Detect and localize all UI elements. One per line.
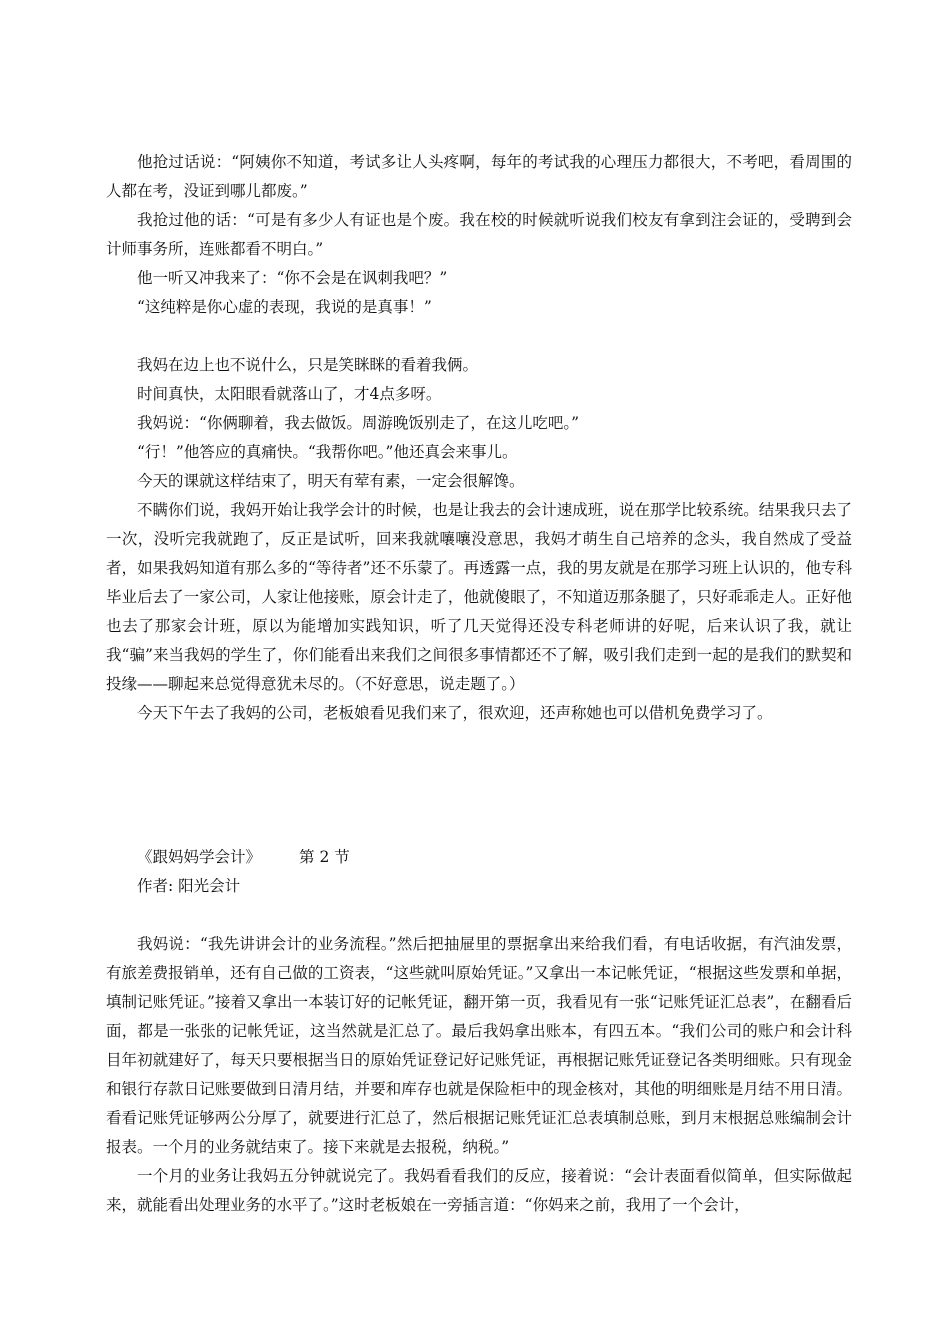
blank-line xyxy=(106,901,852,930)
section-title xyxy=(106,843,852,872)
paragraph: 我妈说：“我先讲讲会计的业务流程。”然后把抽屉里的票据拿出来给我们看，有电话收据，有汽油发票，有旅差费报销单，还有自己做的工资表，“这些就叫原始凭证。”又拿出一本记帐凭证，“根据这些发票和单据，填制记账凭证。”接着又拿出一本装订好的记帐凭证，翻开第一页，我看见有一张“记账凭证汇总表”，在翻看后面，都是一张张的记帐凭证，这当然就是汇总了。最后我妈拿出账本，有四五本。“我们公司的账户和会计科目年初就建好了，每天只要根据当日的原始凭证登记好记账凭证，再根据记账凭证登记各类明细账。只有现金和银行存款日记账要做到日清月结，并要和库存也就是保险柜中的现金核对，其他的明细账是月结不用日清。看看记账凭证够两公分厚了，就要进行汇总了，然后根据记账凭证汇总表填制总账，到月末根据总账编制会计报表。一个月的业务就结束了。接下来就是去报税，纳税。” xyxy=(106,935,852,1156)
chapter-label: 第 2 节 xyxy=(299,848,350,866)
paragraph: 今天的课就这样结束了，明天有荤有素，一定会很解馋。 xyxy=(137,472,525,490)
paragraph: 我妈说：“你俩聊着，我去做饭。周游晚饭别走了，在这儿吃吧。” xyxy=(137,414,580,432)
paragraph: 时间真快，太阳眼看就落山了，才4点多呀。 xyxy=(137,385,442,403)
paragraph: 他抢过话说：“阿姨你不知道，考试多让人头疼啊，每年的考试我的心理压力都很大，不考吧，看周围的人都在考，没证到哪儿都废。” xyxy=(106,153,852,200)
section-spacer xyxy=(106,728,852,843)
paragraph: 今天下午去了我妈的公司，老板娘看见我们来了，很欢迎，还声称她也可以借机免费学习了。 xyxy=(137,704,773,722)
paragraph: 一个月的业务让我妈五分钟就说完了。我妈看看我们的反应，接着说：“会计表面看似简单，但实际做起来，就能看出处理业务的水平了。”这时老板娘在一旁插言道：“你妈来之前，我用了一个会计， xyxy=(106,1167,852,1214)
paragraph: “这纯粹是你心虚的表现，我说的是真事！” xyxy=(137,298,432,316)
paragraph: 我妈在边上也不说什么，只是笑眯眯的看着我俩。 xyxy=(137,356,479,374)
paragraph: 他一听又冲我来了：“你不会是在讽刺我吧？” xyxy=(137,269,448,287)
paragraph: “行！”他答应的真痛快。“我帮你吧。”他还真会来事儿。 xyxy=(137,443,518,461)
paragraph: 我抢过他的话：“可是有多少人有证也是个废。我在校的时候就听说我们校友有拿到注会证的，受聘到会计师事务所，连账都看不明白。” xyxy=(106,211,852,258)
book-title: 《跟妈妈学会计》 xyxy=(137,848,262,866)
blank-line xyxy=(106,322,852,351)
author-line: 作者: 阳光会计 xyxy=(137,877,241,895)
paragraph: 不瞒你们说，我妈开始让我学会计的时候，也是让我去的会计速成班，说在那学比较系统。结果我只去了一次，没听完我就跑了，反正是试听，回来我就嚷嚷没意思，我妈才萌生自己培养的念头，我自然成了受益者，如果我妈知道有那么多的“等待者”还不乐蒙了。再透露一点，我的男友就是在那学习班上认识的，他专科毕业后去了一家公司，人家让他接账，原会计走了，他就傻眼了，不知道迈那条腿了，只好乖乖走人。正好他也去了那家会计班，原以为能增加实践知识，听了几天觉得还没专科老师讲的好呢，后来认识了我，就让我“骗”来当我妈的学生了，你们能看出来我们之间很多事情都还不了解，吸引我们走到一起的是我们的默契和投缘——聊起来总觉得意犹未尽的。（不好意思，说走题了。） xyxy=(106,501,852,693)
document-page xyxy=(106,148,852,1220)
